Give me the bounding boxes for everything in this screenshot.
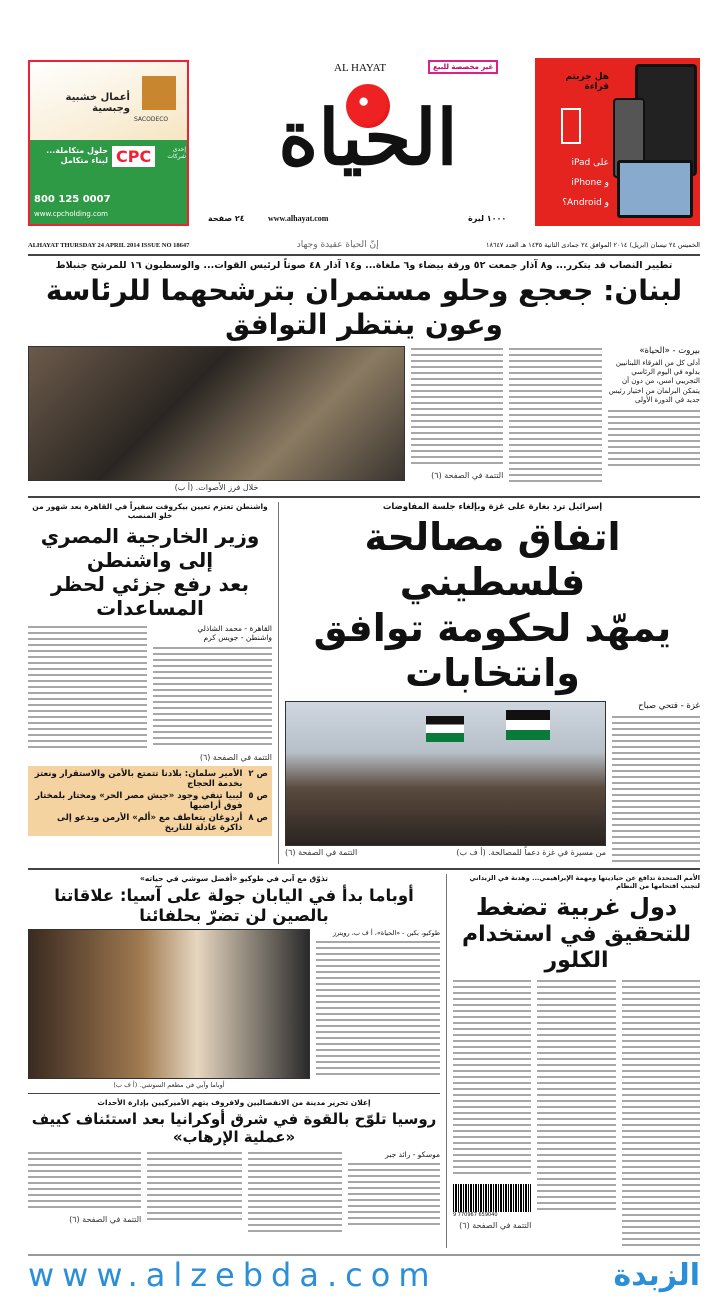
palestine-story [285, 502, 700, 864]
lebanon-vote-photo[interactable] [28, 346, 405, 481]
cpc-url: www.cpcholding.com [34, 210, 109, 218]
russia-last-col [28, 1150, 141, 1224]
logo-en: AL HAYAT [334, 62, 387, 74]
middle-section [28, 502, 700, 864]
palestine-headline-2[interactable]: يمهّد لحكومة توافق وانتخابات [313, 605, 672, 696]
column-divider [278, 502, 279, 864]
syria-story [453, 874, 700, 1248]
page-count: ٢٤ صفحة [208, 214, 245, 223]
egypt-byline-cairo: القاهرة - محمد الشاذلي [197, 624, 272, 634]
russia-continued[interactable]: التتمة في الصفحة (٦) [69, 1215, 142, 1225]
syria-text-col [537, 978, 615, 1210]
index-page: ص ٢ [248, 769, 268, 780]
cpc-phone: 800 125 0007 [34, 194, 111, 205]
egypt-text-col [28, 624, 147, 750]
ad-title: هل جربتم قراءة [565, 72, 609, 92]
lebanon-headline[interactable]: لبنان: جعجع وحلو مستمران بترشحهما للرئاسة وعون ينتظر التوافق [45, 274, 683, 341]
lebanon-body [28, 346, 700, 492]
masthead [28, 0, 700, 232]
index-box [28, 766, 272, 836]
divider [28, 254, 700, 256]
lebanon-photo-block [28, 346, 405, 492]
egypt-headline-1[interactable]: وزير الخارجية المصري إلى واشنطن [40, 524, 260, 573]
egypt-story [28, 502, 272, 864]
syria-text-col [453, 978, 531, 1178]
russia-byline: موسكو - رائد جبر [385, 1150, 440, 1160]
obama-body [28, 929, 440, 1089]
russia-text-col [147, 1150, 241, 1224]
egypt-first-col [153, 624, 272, 750]
laha-logo [561, 108, 581, 144]
egypt-text-col [153, 645, 272, 745]
divider [28, 496, 700, 498]
egypt-continued[interactable]: التتمة في الصفحة (٦) [199, 753, 272, 763]
lebanon-text-area [411, 346, 700, 483]
lebanon-byline: بيروت - «الحياة» [639, 345, 700, 356]
syria-continued[interactable]: التتمة في الصفحة (٦) [459, 1221, 532, 1231]
palestine-headline-1[interactable]: اتفاق مصالحة فلسطيني [364, 514, 621, 605]
obama-headline[interactable]: أوباما بدأ في اليابان جولة على آسيا: علاقاتنا بالصين لن تضرّ بحلفائنا [54, 885, 414, 925]
russia-text-col [28, 1150, 141, 1212]
obama-abe-sushi-photo[interactable] [28, 929, 310, 1079]
syria-headline-2[interactable]: للتحقيق في استخدام الكلور [461, 921, 692, 974]
barcode [453, 1184, 531, 1212]
lebanon-continued[interactable]: التتمة في الصفحة (٦) [431, 470, 504, 480]
index-page: ص ٥ [248, 791, 268, 802]
ad-line-ipad: على iPad [571, 158, 609, 168]
cpc-logo: CPC [112, 146, 155, 167]
palestine-continued[interactable]: التتمة في الصفحة (٦) [285, 847, 358, 857]
price: ١٠٠٠ ليرة [468, 214, 507, 223]
index-title: أردوغان يتعاطف مع «ألم» الأرمن ويدعو إلى ذاكرة عادلة للتاريخ [57, 813, 243, 834]
syria-body [453, 978, 700, 1248]
egypt-headline-2[interactable]: بعد رفع جزئي لحظر المساعدات [51, 572, 249, 621]
lebanon-photo-caption: خلال فرز الأصوات. (أ ب) [174, 482, 259, 492]
palestine-photo-caption: من مسيرة في غزة دعماً للمصالحة. (أ ف ب) [456, 847, 606, 857]
obama-text-col [316, 939, 440, 1079]
syria-last-col [453, 978, 531, 1230]
lebanon-first-col [608, 346, 700, 483]
palestine-photo-block [285, 701, 606, 857]
russia-kicker: إعلان تحرير مدينة من الانفصاليين ولافروف يتهم الأميركيين بإدارة الأحداث [97, 1098, 371, 1108]
palestine-text-col [612, 714, 700, 864]
divider [28, 1093, 440, 1094]
egypt-kicker: واشنطن تعتزم تعيين بيكروفت سفيراً في القاهرة بعد شهور من خلو المنصب [32, 501, 268, 521]
lebanon-text-col [411, 346, 503, 468]
website[interactable]: www.alhayat.com [268, 214, 329, 223]
sacodeco-logo [142, 76, 176, 110]
left-lower [28, 874, 440, 1248]
ad-line-android: و Android؟ [562, 198, 609, 208]
divider [28, 868, 700, 870]
lebanon-third-col [411, 346, 503, 483]
palestine-photo-footer [285, 848, 606, 857]
palestinian-flag [506, 710, 550, 740]
obama-kicker: تذوّق مع آبي في طوكيو «أفضل سوشي في حياته» [140, 873, 328, 883]
russia-text-col [248, 1150, 342, 1232]
obama-photo-block [28, 929, 310, 1089]
lebanon-text-col [608, 408, 700, 468]
palestine-kicker: إسرائيل ترد بغارة على غزة وبإلغاء جلسة المفاوضات [382, 501, 603, 512]
lebanon-kicker: تطيير النصاب قد يتكرر... و٨ آذار جمعت ٥٢ ورقة بيضاء و٦ ملغاة... و١٤ آذار ٤٨ صوتاً لرئيس القوات... والوسطيون ١٦ للمرشح جنبلاط [55, 260, 673, 271]
dateline-en: ALHAYAT THURSDAY 24 APRIL 2014 ISSUE NO 18647 [28, 241, 190, 249]
russia-headline[interactable]: روسيا تلوّح بالقوة في شرق أوكرانيا بعد استئناف كييف «عملية الإرهاب» [31, 1110, 437, 1147]
palestine-byline: غزة - فتحي صباح [638, 700, 700, 711]
ad-lahamag-app[interactable] [535, 58, 700, 226]
egypt-byline-washington: واشنطن - جويس كرم [203, 633, 272, 643]
obama-photo-caption: أوباما وآبي في مطعم السوشي. (أ ف ب) [113, 1081, 225, 1090]
lebanon-lead: أدلى كل من الفرقاء اللبنانيين بدلوه في اليوم الرئاسي التجريبي امس، من دون أن يتمكن البرلمان من اختيار رئيس جديد في الدورة الأولى [608, 358, 700, 405]
not-for-sale-badge: غير مخصصة للبيع [428, 60, 498, 74]
index-item[interactable] [32, 791, 268, 811]
dateline-row [28, 240, 700, 250]
obama-byline: طوكيو، بكين - «الحياة»، أ ف ب، رويترز [332, 929, 440, 938]
syria-headline-1[interactable]: دول غربية تضغط [475, 892, 678, 921]
lebanon-text-col [509, 346, 601, 483]
palestine-body [285, 701, 700, 864]
slogan: إنّ الحياة عقيدة وجهاد [296, 240, 379, 250]
footer-logo: الزبدة [613, 1257, 700, 1293]
barcode-number: 9 770967 659040 [453, 1212, 498, 1219]
russia-body [28, 1150, 440, 1232]
index-item[interactable] [32, 813, 268, 833]
tablet-landscape-image [617, 160, 693, 218]
egypt-body [28, 624, 272, 750]
palestine-first-col [612, 701, 700, 864]
index-page: ص ٨ [248, 813, 268, 824]
dateline-ar: الخميس ٢٤ نيسان (ابريل) ٢٠١٤ الموافق ٢٤ جمادى الثانية ١٤٣٥ هـ العدد ١٨٦٤٧ [485, 241, 700, 249]
footer-url[interactable]: www.alzebda.com [28, 1256, 438, 1295]
index-item[interactable] [32, 769, 268, 789]
lower-section [28, 874, 700, 1248]
sacodeco-brand: SACODECO [134, 116, 169, 123]
obama-text [316, 929, 440, 1079]
sacodeco-tagline: أعمال خشبية وجبسية [65, 92, 130, 114]
newspaper-logo: الحياة [278, 93, 458, 182]
syria-text-col [622, 978, 700, 1248]
russia-text-col [348, 1161, 440, 1229]
cpc-slogan: حلول متكاملة... لبناء متكامل [46, 146, 108, 166]
index-title: الأمير سلمان: بلادنا تتمتع بالأمن والاستقرار ونعتز بخدمة الحجاج [34, 769, 243, 790]
ad-line-iphone: و iPhone [571, 178, 609, 188]
gaza-rally-photo[interactable] [285, 701, 606, 846]
syria-kicker: الأمم المتحدة تدافع عن حياديتها ومهمة الإبراهيمي... وهدنة في الزبداني لتجنب اقتحامها من النظام [469, 873, 700, 891]
cpc-prefix: إحدى شركات [167, 146, 186, 160]
column-divider [446, 874, 447, 1248]
footer [28, 1256, 700, 1294]
palestinian-flag [426, 716, 464, 742]
ad-cpc[interactable] [28, 60, 189, 226]
index-title: ليبيا تنفي وجود «جيش مصر الحر» ومختار بلمختار فوق أراضيها [35, 791, 243, 812]
